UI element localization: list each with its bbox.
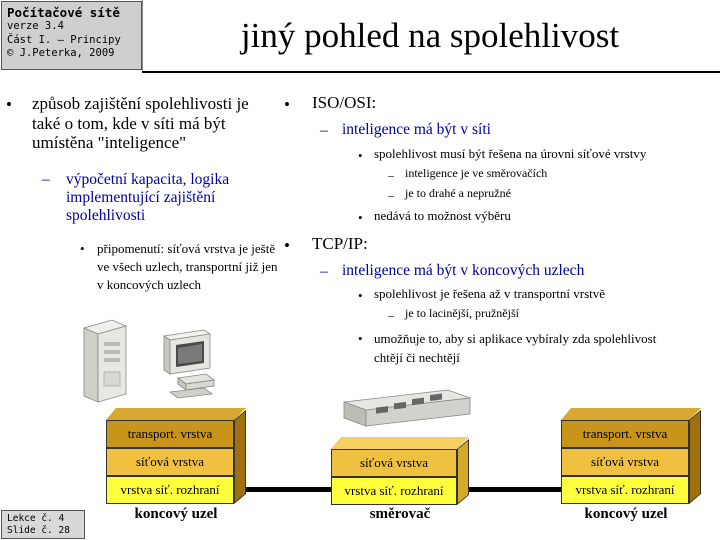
slide-number-box (1, 510, 85, 539)
slide-title: jiný pohled na spolehlivost (240, 16, 620, 55)
tcp-ip-point-1: spolehlivost je řešena až v transportní vrstvě (374, 286, 606, 301)
router-label: směrovač (369, 506, 431, 522)
layer-interface: vrstva síť. rozhraní (561, 476, 689, 504)
title-underline (142, 71, 720, 73)
computers-illustration (78, 318, 226, 406)
layer-network: síťová vrstva (561, 448, 689, 476)
router-icon (344, 390, 470, 426)
iso-osi-point-1: spolehlivost musí být řešena na úrovni síťové vrstvy (374, 146, 647, 161)
host-label-right: koncový uzel (584, 506, 668, 522)
desktop-computer-icon (164, 330, 214, 398)
dash-marker: – (320, 122, 328, 139)
course-info-box (1, 1, 142, 70)
link-line-left (244, 487, 332, 492)
left-bullet-1-1: výpočetní kapacita, logika implementující zajištění spolehlivosti (66, 171, 230, 224)
dash-marker: – (388, 308, 394, 322)
tcp-ip-subpoint: inteligence má být v koncových uzlech (342, 262, 585, 279)
router-layer-network: síťová vrstva (331, 449, 457, 477)
bullet-dot: • (358, 331, 363, 346)
tcp-ip-point-1a: je to lacinější, pružnější (405, 306, 519, 320)
slide-number: Slide č. 28 (7, 525, 70, 536)
bullet-dot: • (6, 95, 12, 114)
router-illustration (340, 388, 474, 432)
layer-transport: transport. vrstva (106, 420, 234, 448)
layer-network: síťová vrstva (106, 448, 234, 476)
iso-osi-point-2: nedává to možnost výběru (374, 208, 511, 223)
bullet-dot: • (358, 148, 363, 163)
router-stack (331, 437, 469, 505)
server-tower-icon (84, 320, 126, 402)
host-stack-right (561, 408, 701, 504)
course-author: © J.Peterka, 2009 (7, 47, 115, 59)
iso-osi-point-1b: je to drahé a nepružné (405, 186, 511, 200)
host-stack-left (106, 408, 246, 504)
bullet-dot: • (358, 210, 363, 225)
bullet-dot: • (284, 236, 290, 255)
iso-osi-heading: ISO/OSI: (312, 93, 377, 112)
tcp-ip-heading: TCP/IP: (312, 234, 368, 253)
header-divider (142, 0, 143, 72)
left-bullet-1-1-1: připomenutí: síťová vrstva je ještě ve všech uzlech, transportní již jen v koncových uzlech (97, 241, 278, 293)
left-bullet-1: způsob zajištění spolehlivosti je také o tom, kde v síti má být umístěna "inteligence" (32, 94, 249, 153)
bullet-dot: • (80, 241, 85, 256)
dash-marker: – (42, 171, 50, 188)
bullet-dot: • (358, 288, 363, 303)
iso-osi-point-1a: inteligence je ve směrovačích (405, 166, 548, 180)
dash-marker: – (388, 188, 394, 202)
layer-interface: vrstva síť. rozhraní (106, 476, 234, 504)
dash-marker: – (320, 263, 328, 280)
host-label-left: koncový uzel (134, 506, 218, 522)
course-part: Část I. – Principy (7, 33, 121, 46)
course-title: Počítačové sítě (7, 5, 120, 20)
lecture-number: Lekce č. 4 (7, 513, 65, 524)
link-line-right (466, 487, 562, 492)
router-layer-interface: vrstva síť. rozhraní (331, 477, 457, 505)
tcp-ip-point-2: umožňuje to, aby si aplikace vybíraly zda spolehlivost chtějí či nechtějí (374, 331, 657, 365)
bullet-dot: • (284, 95, 290, 114)
course-version: verze 3.4 (7, 20, 64, 32)
iso-osi-subpoint: inteligence má být v síti (342, 121, 491, 138)
dash-marker: – (388, 168, 394, 182)
layer-transport: transport. vrstva (561, 420, 689, 448)
